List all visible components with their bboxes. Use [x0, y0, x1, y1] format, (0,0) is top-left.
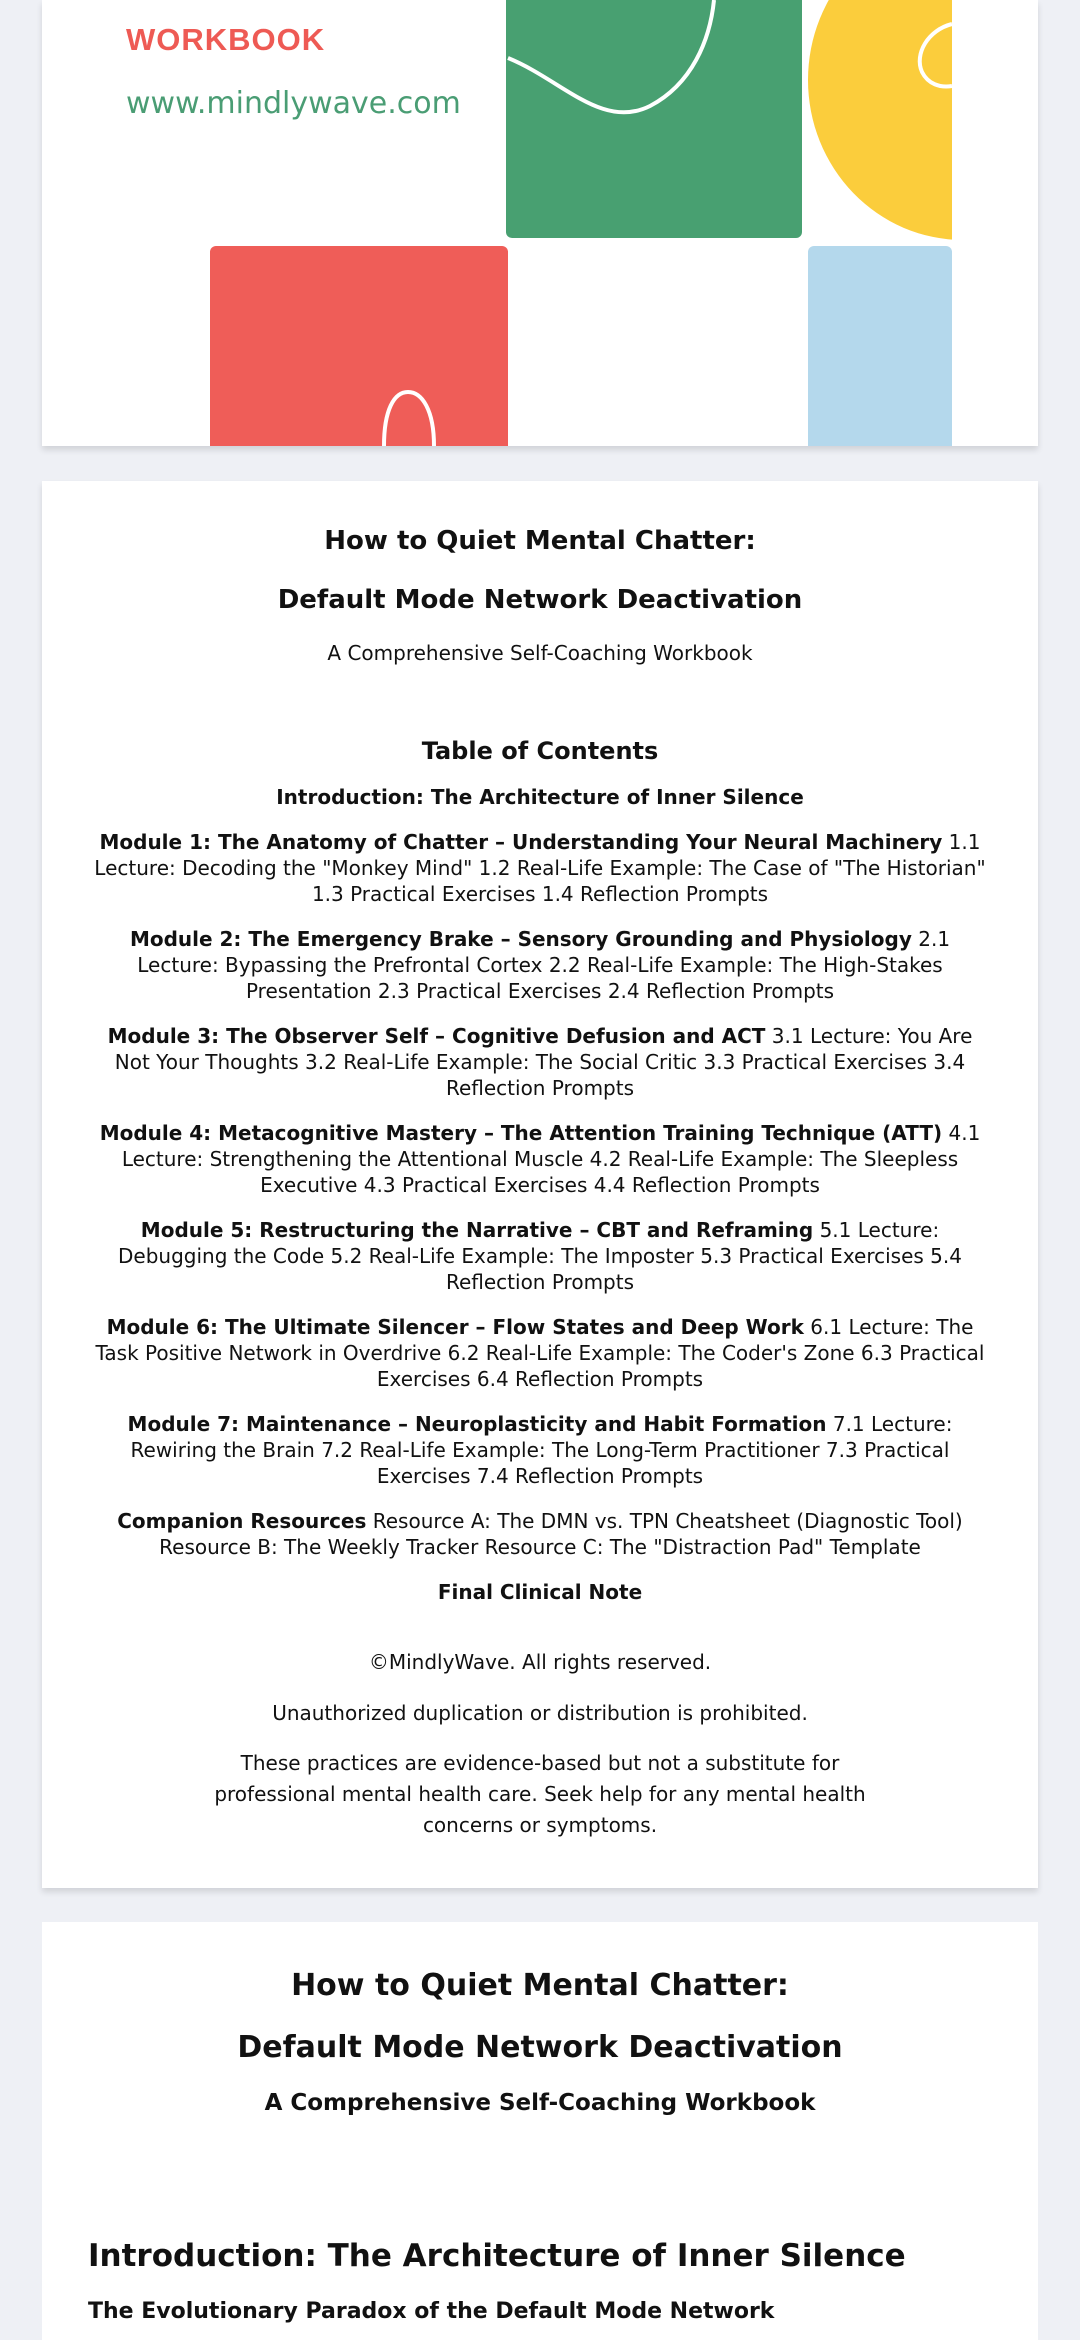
cover-website-url[interactable]: www.mindlywave.com [126, 86, 461, 121]
introduction-page [42, 1922, 1038, 2340]
toc-entry-companion-resources[interactable] [90, 1508, 990, 1560]
toc-entry-title: Module 4: Metacognitive Mastery – The Attention Training Technique (ATT) [99, 1121, 943, 1145]
toc-entry-title: Module 3: The Observer Self – Cognitive Defusion and ACT [107, 1024, 766, 1048]
toc-entry-title: Introduction: The Architecture of Inner Silence [276, 785, 804, 809]
intro-title-line2: Default Mode Network Deactivation [237, 2030, 843, 2065]
toc-entry-title: Module 6: The Ultimate Silencer – Flow States and Deep Work [106, 1315, 804, 1339]
intro-subsection-heading: The Evolutionary Paradox of the Default Mode Network [88, 2299, 775, 2324]
toc-entry-introduction[interactable] [90, 784, 990, 810]
toc-entry-detail: 1.1 Lecture: Decoding the "Monkey Mind" 1.2 Real-Life Example: The Case of "The Historian" 1.3 Practical Exercises 1.4 Reflection Prompts [94, 830, 986, 906]
toc-entry-module-5[interactable] [90, 1217, 990, 1295]
intro-subtitle: A Comprehensive Self-Coaching Workbook [264, 2090, 816, 2116]
unauthorized-notice: Unauthorized duplication or distribution is prohibited. [272, 1701, 808, 1725]
toc-heading: Table of Contents [421, 737, 659, 765]
toc-entry-title: Module 1: The Anatomy of Chatter – Understanding Your Neural Machinery [99, 830, 943, 854]
toc-entry-module-3[interactable] [90, 1023, 990, 1101]
cover-decorative-lines [42, 0, 1038, 446]
toc-entry-module-4[interactable] [90, 1120, 990, 1198]
toc-list [90, 784, 990, 1624]
copyright-notice: ©MindlyWave. All rights reserved. [368, 1650, 712, 1674]
toc-entry-title: Module 5: Restructuring the Narrative – CBT and Reframing [140, 1218, 814, 1242]
toc-entry-module-2[interactable] [90, 926, 990, 1004]
toc-entry-detail: 6.1 Lecture: The Task Positive Network in Overdrive 6.2 Real-Life Example: The Coder's Zone 6.3 Practical Exercises 6.4 Reflection Prompts [95, 1315, 985, 1391]
toc-entry-detail: 3.1 Lecture: You Are Not Your Thoughts 3.2 Real-Life Example: The Social Critic 3.3 Practical Exercises 3.4 Reflection Prompts [114, 1024, 973, 1100]
cover-page [42, 0, 1038, 446]
toc-entry-module-7[interactable] [90, 1411, 990, 1489]
health-disclaimer: These practices are evidence-based but not a substitute for professional mental health care. Seek help for any mental health concerns or symptoms. [214, 1751, 866, 1837]
toc-entry-title: Companion Resources [117, 1509, 367, 1533]
toc-entry-detail: 5.1 Lecture: Debugging the Code 5.2 Real-Life Example: The Imposter 5.3 Practical Exercises 5.4 Reflection Prompts [118, 1218, 962, 1294]
toc-entry-detail: 4.1 Lecture: Strengthening the Attentional Muscle 4.2 Real-Life Example: The Sleepless Executive 4.3 Practical Exercises 4.4 Reflection Prompts [121, 1121, 981, 1197]
intro-section-heading: Introduction: The Architecture of Inner Silence [88, 2238, 906, 2274]
toc-entry-final-note[interactable] [90, 1579, 990, 1605]
toc-entry-detail: Resource A: The DMN vs. TPN Cheatsheet (Diagnostic Tool) Resource B: The Weekly Tracker Resource C: The "Distraction Pad" Template [159, 1509, 963, 1559]
toc-entry-title: Module 2: The Emergency Brake – Sensory Grounding and Physiology [129, 927, 912, 951]
toc-page [42, 481, 1038, 1888]
page-subtitle: A Comprehensive Self-Coaching Workbook [327, 641, 753, 665]
toc-entry-detail: 2.1 Lecture: Bypassing the Prefrontal Cortex 2.2 Real-Life Example: The High-Stakes Presentation 2.3 Practical Exercises 2.4 Reflection Prompts [137, 927, 951, 1003]
toc-entry-detail: 7.1 Lecture: Rewiring the Brain 7.2 Real-Life Example: The Long-Term Practitioner 7.3 Practical Exercises 7.4 Reflection Prompts [130, 1412, 953, 1488]
page-title-line2: Default Mode Network Deactivation [277, 585, 803, 615]
cover-brand-label: WORKBOOK [126, 22, 326, 57]
toc-entry-title: Module 7: Maintenance – Neuroplasticity and Habit Formation [127, 1412, 827, 1436]
page-title-line1: How to Quiet Mental Chatter: [324, 526, 756, 556]
toc-entry-title: Final Clinical Note [437, 1580, 643, 1604]
intro-title-line1: How to Quiet Mental Chatter: [291, 1968, 789, 2003]
toc-entry-module-6[interactable] [90, 1314, 990, 1392]
toc-entry-module-1[interactable] [90, 829, 990, 907]
